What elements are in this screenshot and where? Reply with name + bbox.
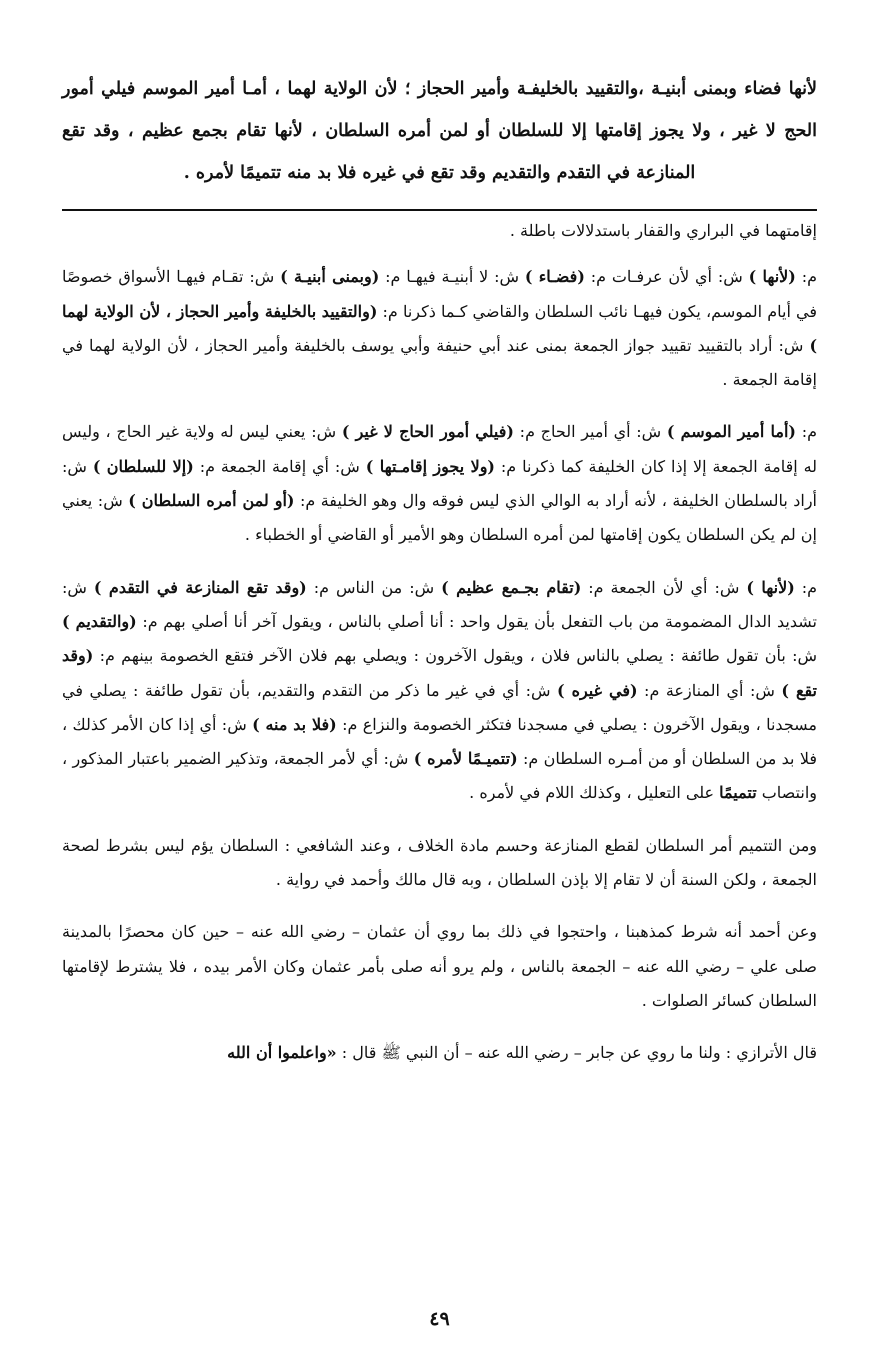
commentary-paragraph-4: ومن التتميم أمر السلطان لقطع المنازعة وحسم مادة الخلاف ، وعند الشافعي : السلطان يؤم ليس بشرط لصحة الجمعة ، ولكن السنة أن لا تقام إلا بإذن السلطان ، وبه قال مالك وأحمد في رواية .	[62, 835, 817, 890]
page-number: ٤٩	[429, 1308, 450, 1330]
commentary-paragraph-6: قال الأترازي : ولنا ما روي عن جابر – رضي الله عنه – أن النبي ﷺ قال : «واعلموا أن الله	[227, 1043, 817, 1063]
commentary-paragraph-3: م: (لأنها ) ش: أي لأن الجمعة م: (تقام بجـمع عظيم ) ش: من الناس م: (وقد تقع المنازعة في التقدم ) ش: تشديد الدال المضمومة من باب التفعل بأن يقول واحد : أنا أصلي بالناس ، ويقول آخر أنا أصلي بهم م: (والتقديم ) ش: بأن تقول طائفة : يصلي بالناس فلان ، ويقول الآخرون : ويصلي بهم فلان الآخر فتقع الخصومة بينهم م: (وقد تقع ) ش: أي المنازعة م: (في غيره ) ش: أي في غير ما ذكر من التقدم والتقديم، بأن تقول طائفة : يصلي في مسجدنا ، ويقول الآخرون : يصلي في مسجدنا فتكثر الخصومة والنزاع م: (فلا بد منه ) ش: أي إذا كان الأمر كذلك ، فلا بد من السلطان أو من أمـره السلطان م: (تتميـمًا لأمره ) ش: أي لأمر الجمعة، وتذكير الضمير باعتبار المذكور ، وانتصاب تتميمًا على التعليل ، وكذلك اللام في لأمره .	[62, 577, 818, 803]
commentary-paragraph-5: وعن أحمد أنه شرط كمذهبنا ، واحتجوا في ذلك بما روي أن عثمان – رضي الله عنه – حين كان محصرًا بالمدينة صلى علي – رضي الله عنه – الجمعة بالناس ، ولم يرو أنه صلى بأمر عثمان وكان الأمر بيده ، فلا يشترط لإقامتها السلطان كسائر الصلوات .	[62, 922, 817, 1010]
separator-rule	[62, 209, 817, 211]
commentary-paragraph-2: م: (أما أمير الموسم ) ش: أي أمير الحاج م: (فيلي أمور الحاج لا غير ) ش: يعني ليس له ولاية غير الحاج ، وليس له إقامة الجمعة إلا إذا كان الخليفة كما ذكرنا م: (ولا يجوز إقامـتها ) ش: أي إقامة الجمعة م: (إلا للسلطان ) ش: أراد بالسلطان الخليفة ، لأنه أراد به الوالي الذي ليس فوقه وال وهو الخليفة م: (أو لمن أمره السلطان ) ش: يعني إن لم يكن السلطان يكون إقامتها لمن أمره السلطان وهو الأمير أو القاضي أو الخطباء .	[62, 422, 818, 545]
commentary-block	[62, 214, 817, 1089]
commentary-paragraph-1: م: (لأنها ) ش: أي لأن عرفـات م: (فضـاء ) ش: لا أبنيـة فيهـا م: (وبمنى أبنيـة ) ش: تقـام فيهـا الأسواق خصوصًا في أيام الموسم، يكون فيهـا نائب السلطان والقاضي كـما ذكرنا م: (والتقييد بالخليفة وأمير الحجاز ، لأن الولاية لهما ) ش: أراد بالتقييد تقييد جواز الجمعة بمنى عند أبي حنيفة وأبي يوسف بالخليفة وأمير الحجاز ، لأن الولاية لهما في إقامة الجمعة .	[62, 267, 818, 390]
footnote-continuation: إقامتهما في البراري والقفار باستدلالات باطلة .	[509, 221, 817, 240]
main-text-block: لأنها فضاء وبمنى أبنيـة ،والتقييد بالخليفـة وأمير الحجاز ؛ لأن الولاية لهما ، أمـا أمير الموسم فيلي أمور الحج لا غير ، ولا يجوز إقامتها إلا للسلطان أو لمن أمره السلطان ، لأنها تقام بجمع عظيم ، وقد تقع المنازعة في التقدم والتقديم وقد تقع في غيره فلا بد منه تتميمًا لأمره .	[62, 79, 817, 183]
